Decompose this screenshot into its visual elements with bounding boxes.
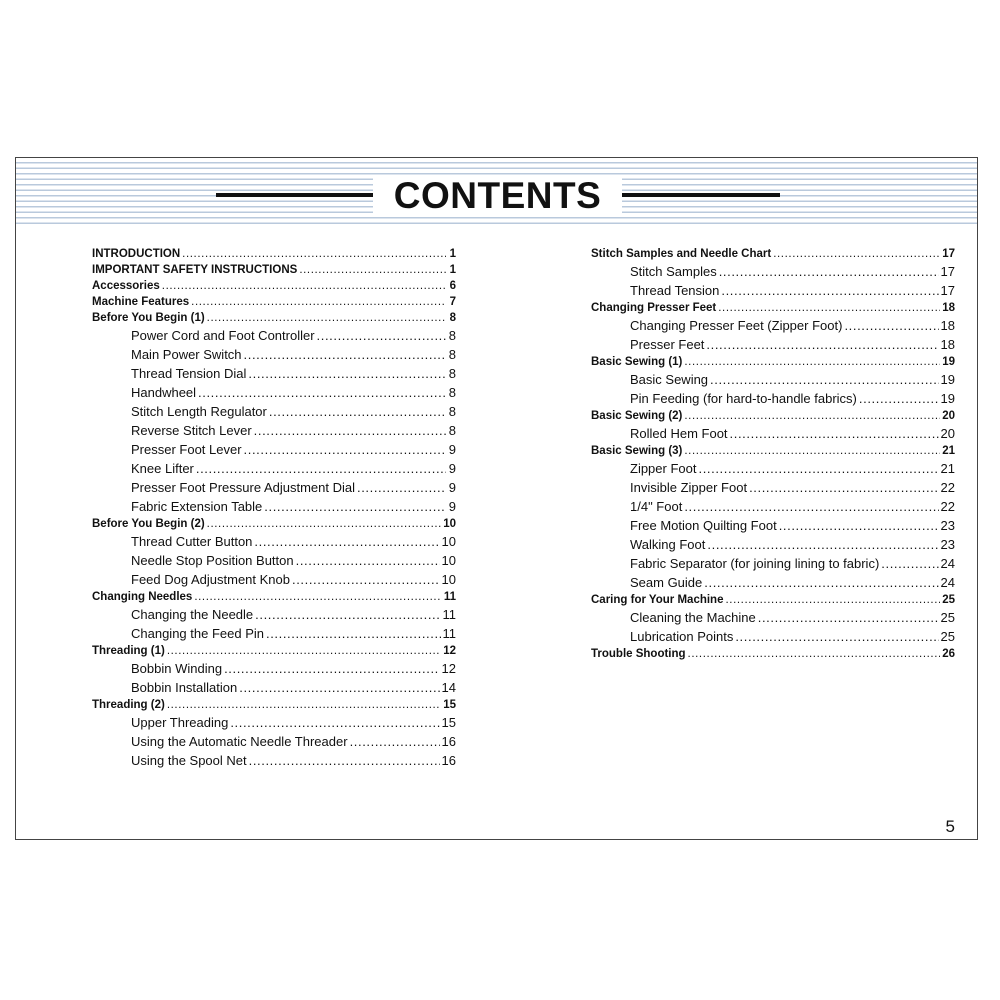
- toc-entry-page: 25: [940, 629, 955, 644]
- dot-leader: [198, 383, 446, 402]
- toc-entry-page: 17: [940, 264, 955, 279]
- dot-leader: [725, 592, 940, 608]
- toc-subentry: [591, 516, 955, 535]
- dot-leader: [749, 478, 938, 497]
- toc-subentry: [92, 364, 456, 383]
- toc-subentry: [591, 608, 955, 627]
- dot-leader: [684, 354, 940, 370]
- toc-section-entry: [591, 443, 955, 459]
- toc-entry-label: Feed Dog Adjustment Knob: [131, 572, 290, 587]
- toc-subentry: [92, 713, 456, 732]
- toc-entry-label: Changing the Feed Pin: [131, 626, 264, 641]
- toc-entry-page: 8: [448, 404, 456, 419]
- toc-section-entry: [92, 697, 456, 713]
- dot-leader: [254, 421, 446, 440]
- toc-entry-label: Handwheel: [131, 385, 197, 400]
- dot-leader: [167, 643, 441, 659]
- toc-entry-label: INTRODUCTION: [92, 248, 181, 260]
- dot-leader: [239, 678, 439, 697]
- toc-entry-page: 14: [441, 680, 456, 695]
- dot-leader: [162, 278, 446, 294]
- toc-entry-page: 24: [940, 575, 955, 590]
- dot-leader: [292, 570, 440, 589]
- dot-leader: [718, 300, 940, 316]
- dot-leader: [859, 389, 939, 408]
- toc-subentry: [591, 478, 955, 497]
- toc-subentry: [92, 624, 456, 643]
- toc-entry-label: Presser Foot Pressure Adjustment Dial: [131, 480, 355, 495]
- toc-entry-label: Seam Guide: [630, 575, 703, 590]
- toc-entry-page: 12: [441, 661, 456, 676]
- toc-subentry: [92, 497, 456, 516]
- toc-entry-label: Fabric Separator (for joining lining to fabric): [630, 556, 880, 571]
- toc-entry-page: 25: [942, 594, 955, 606]
- toc-entry-page: 19: [940, 372, 955, 387]
- dot-leader: [773, 246, 940, 262]
- toc-entry-label: 1/4" Foot: [630, 499, 683, 514]
- toc-entry-label: Changing Presser Feet (Zipper Foot): [630, 318, 843, 333]
- dot-leader: [698, 459, 938, 478]
- toc-subentry: [92, 659, 456, 678]
- toc-entry-page: 8: [448, 328, 456, 343]
- toc-subentry: [92, 678, 456, 697]
- dot-leader: [684, 408, 940, 424]
- toc-subentry: [92, 383, 456, 402]
- toc-subentry: [591, 370, 955, 389]
- toc-entry-label: Basic Sewing: [630, 372, 709, 387]
- manual-page: [15, 157, 978, 840]
- toc-subentry: [591, 459, 955, 478]
- dot-leader: [182, 246, 446, 262]
- dot-leader: [721, 281, 938, 300]
- toc-entry-page: 26: [942, 648, 955, 660]
- toc-subentry: [92, 732, 456, 751]
- toc-entry-label: Before You Begin (2): [92, 518, 205, 530]
- toc-entry-label: Power Cord and Foot Controller: [131, 328, 315, 343]
- toc-entry-label: Stitch Samples and Needle Chart: [591, 248, 772, 260]
- toc-entry-label: Invisible Zipper Foot: [630, 480, 748, 495]
- toc-entry-label: Upper Threading: [131, 715, 229, 730]
- toc-entry-label: Trouble Shooting: [591, 648, 686, 660]
- toc-entry-page: 23: [940, 518, 955, 533]
- toc-entry-label: Main Power Switch: [131, 347, 242, 362]
- dot-leader: [730, 424, 939, 443]
- toc-entry-label: Changing the Needle: [131, 607, 254, 622]
- toc-entry-page: 11: [442, 607, 456, 622]
- toc-entry-page: 11: [443, 591, 456, 603]
- dot-leader: [269, 402, 446, 421]
- dot-leader: [249, 751, 440, 770]
- toc-entry-label: Rolled Hem Foot: [630, 426, 728, 441]
- dot-leader: [299, 262, 446, 278]
- dot-leader: [779, 516, 939, 535]
- toc-entry-label: Using the Automatic Needle Threader: [131, 734, 348, 749]
- toc-section-entry: [92, 589, 456, 605]
- toc-entry-page: 24: [940, 556, 955, 571]
- toc-entry-label: Changing Presser Feet: [591, 302, 717, 314]
- toc-subentry: [92, 570, 456, 589]
- toc-entry-label: Lubrication Points: [630, 629, 734, 644]
- toc-section-entry: [591, 246, 955, 262]
- toc-entry-page: 10: [441, 553, 456, 568]
- toc-entry-page: 8: [448, 347, 456, 362]
- toc-entry-label: Changing Needles: [92, 591, 193, 603]
- toc-entry-label: Knee Lifter: [131, 461, 194, 476]
- toc-subentry: [92, 440, 456, 459]
- toc-entry-label: Accessories: [92, 280, 160, 292]
- dot-leader: [207, 310, 446, 326]
- dot-leader: [207, 516, 442, 532]
- toc-entry-page: 12: [443, 645, 456, 657]
- toc-subentry: [591, 573, 955, 592]
- toc-entry-page: 9: [448, 461, 456, 476]
- toc-entry-label: IMPORTANT SAFETY INSTRUCTIONS: [92, 264, 298, 276]
- dot-leader: [684, 443, 940, 459]
- toc-entry-label: Free Motion Quilting Foot: [630, 518, 777, 533]
- toc-subentry: [591, 554, 955, 573]
- dot-leader: [735, 627, 938, 646]
- toc-entry-label: Threading (1): [92, 645, 165, 657]
- toc-entry-label: Fabric Extension Table: [131, 499, 263, 514]
- dot-leader: [684, 497, 938, 516]
- toc-section-entry: [591, 408, 955, 424]
- toc-section-entry: [92, 262, 456, 278]
- dot-leader: [248, 364, 446, 383]
- dot-leader: [266, 624, 441, 643]
- toc-entry-label: Bobbin Winding: [131, 661, 223, 676]
- toc-entry-page: 21: [940, 461, 955, 476]
- dot-leader: [707, 535, 938, 554]
- dot-leader: [296, 551, 440, 570]
- toc-entry-label: Before You Begin (1): [92, 312, 205, 324]
- toc-entry-page: 1: [449, 264, 456, 276]
- toc-entry-page: 1: [449, 248, 456, 260]
- toc-section-entry: [92, 246, 456, 262]
- toc-entry-page: 8: [448, 366, 456, 381]
- toc-subentry: [591, 335, 955, 354]
- toc-entry-label: Presser Foot Lever: [131, 442, 242, 457]
- dot-leader: [194, 589, 442, 605]
- toc-entry-label: Needle Stop Position Button: [131, 553, 294, 568]
- toc-entry-page: 23: [940, 537, 955, 552]
- toc-entry-label: Using the Spool Net: [131, 753, 247, 768]
- toc-entry-label: Zipper Foot: [630, 461, 697, 476]
- toc-subentry: [92, 751, 456, 770]
- page-title: CONTENTS: [373, 176, 622, 216]
- toc-section-entry: [591, 300, 955, 316]
- toc-entry-page: 8: [448, 385, 456, 400]
- dot-leader: [255, 605, 440, 624]
- toc-subentry: [591, 627, 955, 646]
- toc-entry-page: 20: [940, 426, 955, 441]
- toc-subentry: [591, 281, 955, 300]
- toc-entry-page: 7: [449, 296, 456, 308]
- toc-entry-label: Basic Sewing (3): [591, 445, 683, 457]
- toc-section-entry: [591, 592, 955, 608]
- toc-entry-label: Thread Tension Dial: [131, 366, 247, 381]
- toc-section-entry: [92, 278, 456, 294]
- toc-entry-label: Threading (2): [92, 699, 165, 711]
- toc-entry-page: 18: [940, 337, 955, 352]
- toc-entry-page: 20: [942, 410, 955, 422]
- toc-entry-page: 25: [940, 610, 955, 625]
- toc-entry-page: 18: [940, 318, 955, 333]
- dot-leader: [881, 554, 938, 573]
- toc-entry-page: 8: [449, 312, 456, 324]
- toc-entry-page: 22: [940, 499, 955, 514]
- toc-subentry: [591, 497, 955, 516]
- toc-entry-page: 15: [443, 699, 456, 711]
- dot-leader: [244, 345, 446, 364]
- toc-entry-label: Reverse Stitch Lever: [131, 423, 252, 438]
- dot-leader: [167, 697, 441, 713]
- dot-leader: [244, 440, 446, 459]
- dot-leader: [704, 573, 938, 592]
- toc-subentry: [92, 326, 456, 345]
- toc-entry-label: Bobbin Installation: [131, 680, 238, 695]
- toc-entry-page: 21: [942, 445, 955, 457]
- toc-entry-page: 22: [940, 480, 955, 495]
- dot-leader: [844, 316, 938, 335]
- toc-subentry: [591, 535, 955, 554]
- dot-leader: [758, 608, 939, 627]
- title-bar: [16, 176, 977, 216]
- toc-entry-page: 19: [942, 356, 955, 368]
- toc-subentry: [92, 551, 456, 570]
- page-number: 5: [945, 817, 955, 836]
- title-rule-right: [622, 193, 780, 197]
- toc-entry-label: Walking Foot: [630, 537, 706, 552]
- toc-entry-page: 16: [441, 753, 456, 768]
- dot-leader: [224, 659, 439, 678]
- toc-entry-label: Basic Sewing (2): [591, 410, 683, 422]
- dot-leader: [254, 532, 439, 551]
- toc-section-entry: [92, 643, 456, 659]
- toc-entry-page: 19: [940, 391, 955, 406]
- toc-subentry: [92, 605, 456, 624]
- toc-subentry: [92, 478, 456, 497]
- toc-entry-label: Machine Features: [92, 296, 190, 308]
- toc-entry-page: 8: [448, 423, 456, 438]
- toc-right-column: [591, 246, 955, 662]
- toc-subentry: [591, 389, 955, 408]
- dot-leader: [350, 732, 440, 751]
- dot-leader: [317, 326, 446, 345]
- toc-section-entry: [92, 310, 456, 326]
- toc-section-entry: [591, 354, 955, 370]
- toc-entry-page: 9: [448, 499, 456, 514]
- dot-leader: [688, 646, 941, 662]
- toc-entry-page: 6: [449, 280, 456, 292]
- toc-entry-page: 16: [441, 734, 456, 749]
- toc-entry-page: 17: [940, 283, 955, 298]
- dot-leader: [710, 370, 938, 389]
- toc-entry-label: Cleaning the Machine: [630, 610, 756, 625]
- toc-entry-page: 9: [448, 480, 456, 495]
- dot-leader: [719, 262, 939, 281]
- toc-entry-label: Thread Cutter Button: [131, 534, 253, 549]
- toc-subentry: [92, 459, 456, 478]
- toc-entry-page: 9: [448, 442, 456, 457]
- toc-entry-page: 10: [441, 572, 456, 587]
- toc-section-entry: [92, 516, 456, 532]
- toc-entry-label: Pin Feeding (for hard-to-handle fabrics): [630, 391, 857, 406]
- toc-entry-page: 18: [942, 302, 955, 314]
- toc-entry-label: Basic Sewing (1): [591, 356, 683, 368]
- toc-subentry: [591, 262, 955, 281]
- dot-leader: [264, 497, 446, 516]
- dot-leader: [706, 335, 938, 354]
- toc-entry-page: 11: [442, 626, 456, 641]
- toc-entry-page: 17: [942, 248, 955, 260]
- toc-entry-label: Presser Feet: [630, 337, 705, 352]
- toc-subentry: [92, 345, 456, 364]
- toc-section-entry: [92, 294, 456, 310]
- toc-subentry: [92, 402, 456, 421]
- dot-leader: [196, 459, 446, 478]
- title-rule-left: [216, 193, 373, 197]
- toc-entry-label: Stitch Length Regulator: [131, 404, 267, 419]
- dot-leader: [230, 713, 439, 732]
- dot-leader: [357, 478, 446, 497]
- toc-subentry: [591, 424, 955, 443]
- toc-section-entry: [591, 646, 955, 662]
- toc-subentry: [92, 421, 456, 440]
- toc-entry-label: Stitch Samples: [630, 264, 717, 279]
- toc-entry-label: Thread Tension: [630, 283, 720, 298]
- toc-entry-page: 15: [441, 715, 456, 730]
- toc-subentry: [92, 532, 456, 551]
- toc-entry-page: 10: [443, 518, 456, 530]
- toc-entry-page: 10: [441, 534, 456, 549]
- dot-leader: [191, 294, 446, 310]
- toc-subentry: [591, 316, 955, 335]
- toc-entry-label: Caring for Your Machine: [591, 594, 724, 606]
- toc-left-column: [92, 246, 456, 770]
